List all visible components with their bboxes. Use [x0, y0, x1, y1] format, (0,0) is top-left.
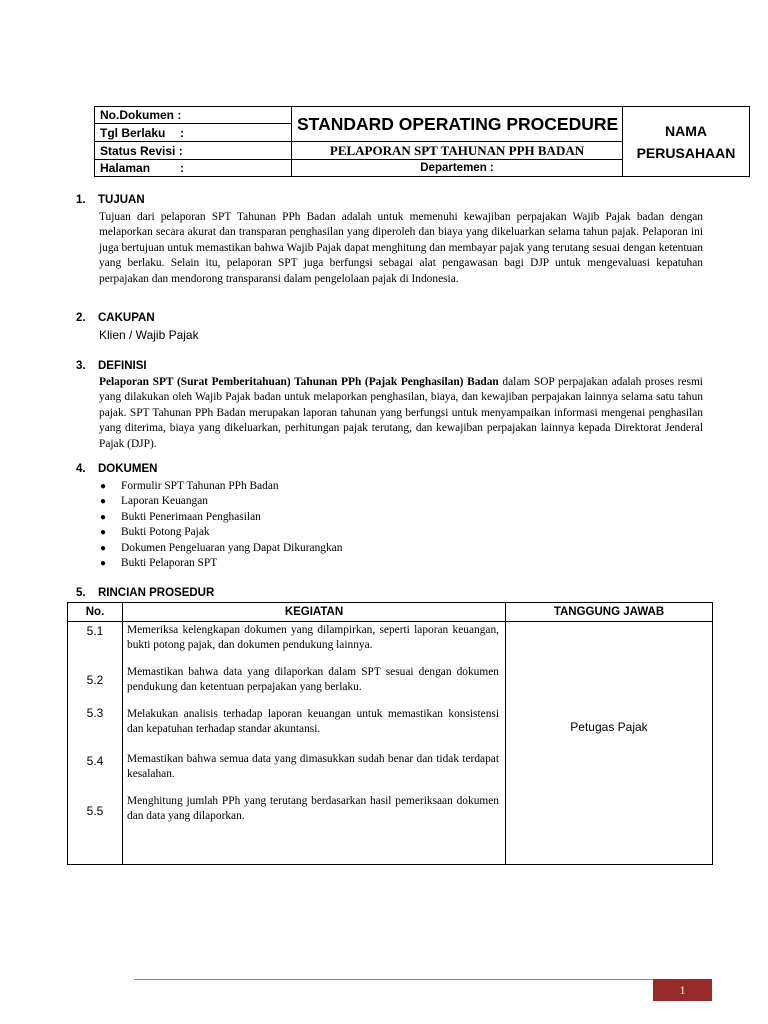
step-number: 5.3: [86, 706, 104, 720]
section-number: 4.: [76, 463, 86, 475]
section-number: 1.: [76, 194, 86, 206]
list-item-text: Dokumen Pengeluaran yang Dapat Dikurangkan: [121, 541, 343, 554]
bullet-icon: ●: [100, 542, 107, 554]
step-text: Memastikan bahwa data yang dilaporkan dalam SPT sesuai dengan dokumen pendukung dan ketentuan perpajakan yang berlaku.: [127, 666, 499, 694]
step-text: Memeriksa kelengkapan dokumen yang dilampirkan, seperti laporan keuangan, bukti potong pajak, dan dokumen pendukung lainnya.: [127, 624, 499, 652]
company-name: [623, 107, 750, 177]
section-heading-rincian: [76, 587, 214, 599]
sop-subtitle: PELAPORAN SPT TAHUNAN PPH BADAN: [292, 142, 623, 160]
step-number: 5.4: [86, 754, 104, 768]
doc-number-label: No.Dokumen :: [100, 108, 182, 122]
revision-status-label: Status Revisi :: [100, 143, 183, 158]
list-item: [99, 479, 342, 494]
definisi-text: dalam SOP perpajakan adalah proses resmi yang dilakukan oleh Wajib Pajak badan untuk melaporkan penghasilan, biaya, dan kewajiban perpajakan lainnya selama satu tahun pajak. SPT Tahunan PPh Badan merupakan laporan tahunan yang berfungsi untuk menyampaikan informasi mengenai penghasilan yang diterima, biaya yang dikeluarkan, perhitungan pajak terutang, dan kewajiban perpajakan lainnya kepada Direktorat Jenderal Pajak (DJP).: [99, 376, 703, 450]
list-item-text: Formulir SPT Tahunan PPh Badan: [121, 480, 279, 492]
column-header-no: No.: [85, 606, 105, 618]
cakupan-text: Klien / Wajib Pajak: [99, 328, 199, 342]
sop-title: STANDARD OPERATING PROCEDURE: [292, 107, 623, 142]
step-number: 5.2: [86, 673, 104, 687]
page-number-badge: 1: [653, 979, 712, 1001]
definisi-term: Pelaporan SPT (Surat Pemberitahuan) Tahunan PPh (Pajak Penghasilan) Badan: [99, 376, 499, 388]
section-title: RINCIAN PROSEDUR: [98, 587, 215, 599]
list-item-text: Bukti Potong Pajak: [121, 526, 210, 539]
step-number: 5.1: [86, 624, 104, 638]
step-text: Menghitung jumlah PPh yang terutang berdasarkan hasil pemeriksaan dokumen dan data yang dilaporkan.: [127, 795, 499, 823]
list-item: [99, 556, 342, 571]
bullet-icon: ●: [100, 527, 107, 539]
list-item: [99, 541, 342, 556]
list-item: [99, 510, 342, 525]
list-item-text: Bukti Penerimaan Penghasilan: [121, 510, 261, 523]
step-text: Memastikan bahwa semua data yang dimasukkan sudah benar dan tidak terdapat kesalahan.: [127, 753, 499, 781]
list-item-text: Laporan Keuangan: [121, 495, 208, 508]
company-name-line1: NAMA: [665, 122, 707, 139]
doc-number-cell: [95, 107, 292, 124]
revision-status-cell: [95, 142, 292, 160]
section-title: DEFINISI: [98, 360, 147, 372]
responsible-party: Petugas Pajak: [570, 720, 648, 734]
column-header-tanggung-jawab: TANGGUNG JAWAB: [553, 606, 665, 618]
section-heading-definisi: [76, 360, 147, 372]
footer-divider: [134, 979, 653, 980]
procedure-table: [67, 602, 713, 865]
page-label: Halaman: [100, 161, 151, 175]
section-title: DOKUMEN: [98, 463, 158, 475]
section-number: 5.: [76, 587, 86, 599]
section-heading-dokumen: [76, 463, 157, 475]
column-header-kegiatan: KEGIATAN: [284, 606, 344, 618]
section-heading-cakupan: [76, 312, 155, 324]
list-item: [99, 525, 342, 540]
column-divider: [122, 603, 123, 864]
section-title: CAKUPAN: [98, 312, 155, 324]
step-text: Melakukan analisis terhadap laporan keuangan untuk memastikan konsistensi dan kepatuhan terhadap standar akuntansi.: [127, 708, 499, 736]
bullet-icon: ●: [100, 496, 107, 508]
bullet-icon: ●: [100, 481, 107, 492]
company-name-line2: PERUSAHAAN: [636, 144, 736, 161]
section-heading-tujuan: [76, 194, 145, 206]
tujuan-paragraph: Tujuan dari pelaporan SPT Tahunan PPh Badan adalah untuk memenuhi kewajiban perpajakan Wajib Pajak badan dengan melaporkan secara akurat dan transparan penghasilan yang diperoleh dan biaya yang dikeluarkan selama tahun pajak. Pelaporan ini juga bertujuan untuk memastikan bahwa Wajib Pajak dapat menghitung dan membayar pajak yang terutang sesuai dengan ketentuan yang berlaku. Selain itu, pelaporan SPT juga berfungsi sebagai alat pengawasan bagi DJP untuk mengevaluasi kepatuhan perpajakan dan mendorong transparansi dalam pengelolaan pajak di Indonesia.: [99, 211, 703, 285]
list-item-text: Bukti Pelaporan SPT: [121, 556, 218, 569]
section-number: 2.: [76, 312, 86, 324]
bullet-icon: ●: [100, 557, 107, 569]
page-cell: [95, 160, 292, 177]
section-title: TUJUAN: [98, 194, 145, 206]
effective-date-label: Tgl Berlaku: [100, 125, 166, 140]
department-label: Departemen :: [292, 160, 623, 177]
effective-date-cell: [95, 124, 292, 142]
page-colon: :: [180, 161, 184, 175]
list-item: [99, 494, 342, 509]
step-number: 5.5: [86, 804, 104, 818]
definisi-paragraph: [99, 375, 703, 452]
effective-date-colon: :: [180, 125, 184, 140]
document-header-table: [94, 106, 750, 177]
document-list: [99, 479, 342, 571]
bullet-icon: ●: [100, 511, 107, 523]
section-number: 3.: [76, 360, 86, 372]
